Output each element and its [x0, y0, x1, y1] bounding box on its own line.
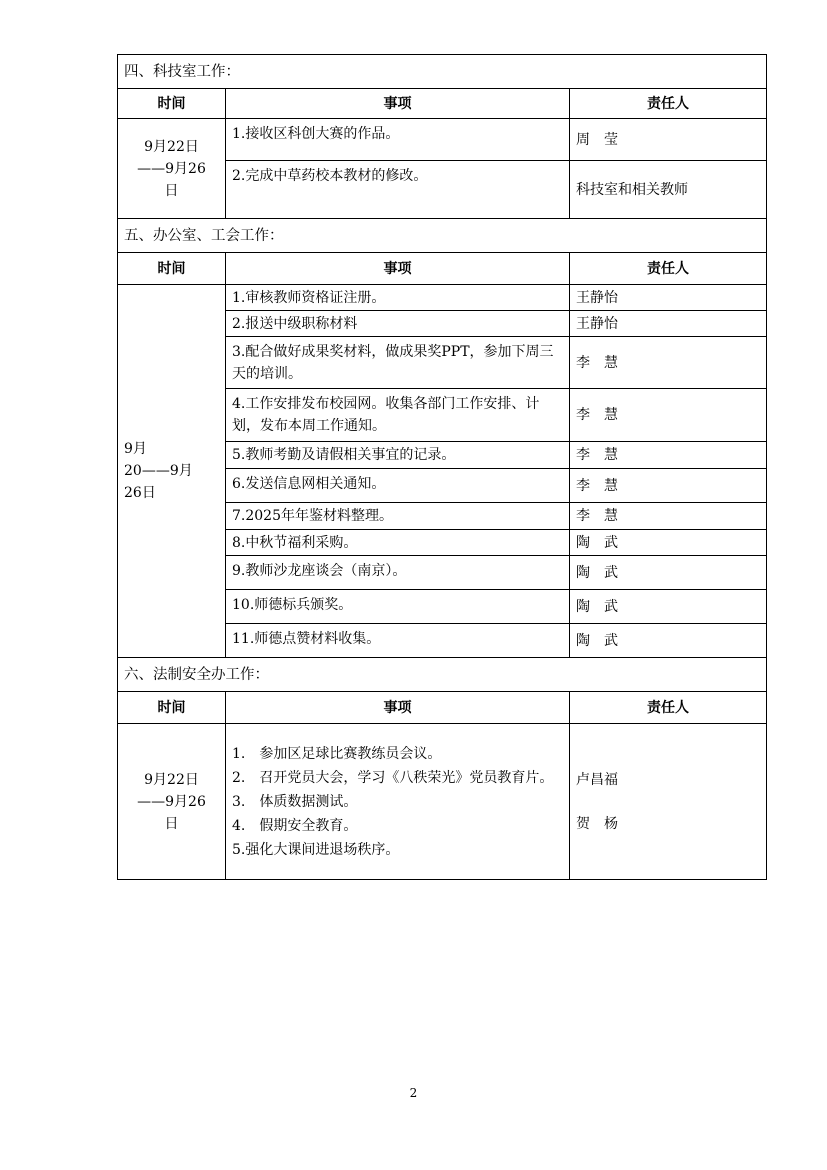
- header-row: [118, 692, 767, 724]
- header-person: 责任人: [570, 692, 767, 724]
- item-cell: 1.接收区科创大赛的作品。: [226, 119, 570, 161]
- section-title: 四、科技室工作：: [118, 55, 767, 89]
- header-row: [118, 253, 767, 285]
- list-item: 1. 参加区足球比赛教练员会议。: [232, 745, 442, 762]
- time-cell: 9月22日 ——9月26 日: [118, 724, 226, 880]
- person-cell: 李 慧: [570, 442, 767, 469]
- item-cell: 7.2025年年鉴材料整理。: [226, 503, 570, 530]
- section-title: 五、办公室、工会工作：: [118, 219, 767, 253]
- list-item: 5.强化大课间进退场秩序。: [232, 841, 400, 858]
- work-schedule-table: [117, 54, 767, 880]
- item-cell: 10.师德标兵颁奖。: [226, 590, 570, 624]
- person-cell: 科技室和相关教师: [570, 161, 767, 219]
- header-item: 事项: [226, 253, 570, 285]
- person-name: 贺 杨: [576, 815, 618, 832]
- section-title-row: [118, 219, 767, 253]
- item-cell: 2.报送中级职称材料: [226, 311, 570, 337]
- person-cell: 王静怡: [570, 285, 767, 311]
- list-item: 3. 体质数据测试。: [232, 793, 358, 810]
- header-person: 责任人: [570, 89, 767, 119]
- header-row: [118, 89, 767, 119]
- header-item: 事项: [226, 89, 570, 119]
- section-title-row: [118, 55, 767, 89]
- item-cell: 11.师德点赞材料收集。: [226, 624, 570, 658]
- header-person: 责任人: [570, 253, 767, 285]
- item-cell: 4.工作安排发布校园网。收集各部门工作安排、计划，发布本周工作通知。: [226, 389, 570, 442]
- item-cell: 2.完成中草药校本教材的修改。: [226, 161, 570, 219]
- person-cell: 王静怡: [570, 311, 767, 337]
- item-cell: 6.发送信息网相关通知。: [226, 469, 570, 503]
- person-cell: 李 慧: [570, 337, 767, 389]
- section-title-row: [118, 658, 767, 692]
- item-cell: 8.中秋节福利采购。: [226, 530, 570, 556]
- person-cell: 陶 武: [570, 624, 767, 658]
- person-cell: 李 慧: [570, 469, 767, 503]
- person-cell: 李 慧: [570, 389, 767, 442]
- person-cell: 陶 武: [570, 590, 767, 624]
- header-time: 时间: [118, 253, 226, 285]
- list-item: 2. 召开党员大会，学习《八秩荣光》党员教育片。: [232, 769, 554, 786]
- person-cell: 周 莹: [570, 119, 767, 161]
- time-cell: 9月 20——9月 26日: [118, 285, 226, 658]
- time-cell: 9月22日 ——9月26 日: [118, 119, 226, 219]
- person-cell: [570, 724, 767, 880]
- list-item: 4. 假期安全教育。: [232, 817, 358, 834]
- header-time: 时间: [118, 89, 226, 119]
- table-row: [118, 724, 767, 880]
- item-cell: [226, 724, 570, 880]
- item-cell: 1.审核教师资格证注册。: [226, 285, 570, 311]
- header-time: 时间: [118, 692, 226, 724]
- item-cell: 9.教师沙龙座谈会（南京）。: [226, 556, 570, 590]
- table-row: [118, 285, 767, 311]
- item-cell: 3.配合做好成果奖材料，做成果奖PPT，参加下周三天的培训。: [226, 337, 570, 389]
- person-name: 卢昌福: [576, 771, 618, 788]
- page-number: 2: [409, 1086, 418, 1100]
- item-cell: 5.教师考勤及请假相关事宜的记录。: [226, 442, 570, 469]
- person-cell: 陶 武: [570, 530, 767, 556]
- section-title: 六、法制安全办工作：: [118, 658, 767, 692]
- table-row: [118, 119, 767, 161]
- person-cell: 李 慧: [570, 503, 767, 530]
- header-item: 事项: [226, 692, 570, 724]
- person-cell: 陶 武: [570, 556, 767, 590]
